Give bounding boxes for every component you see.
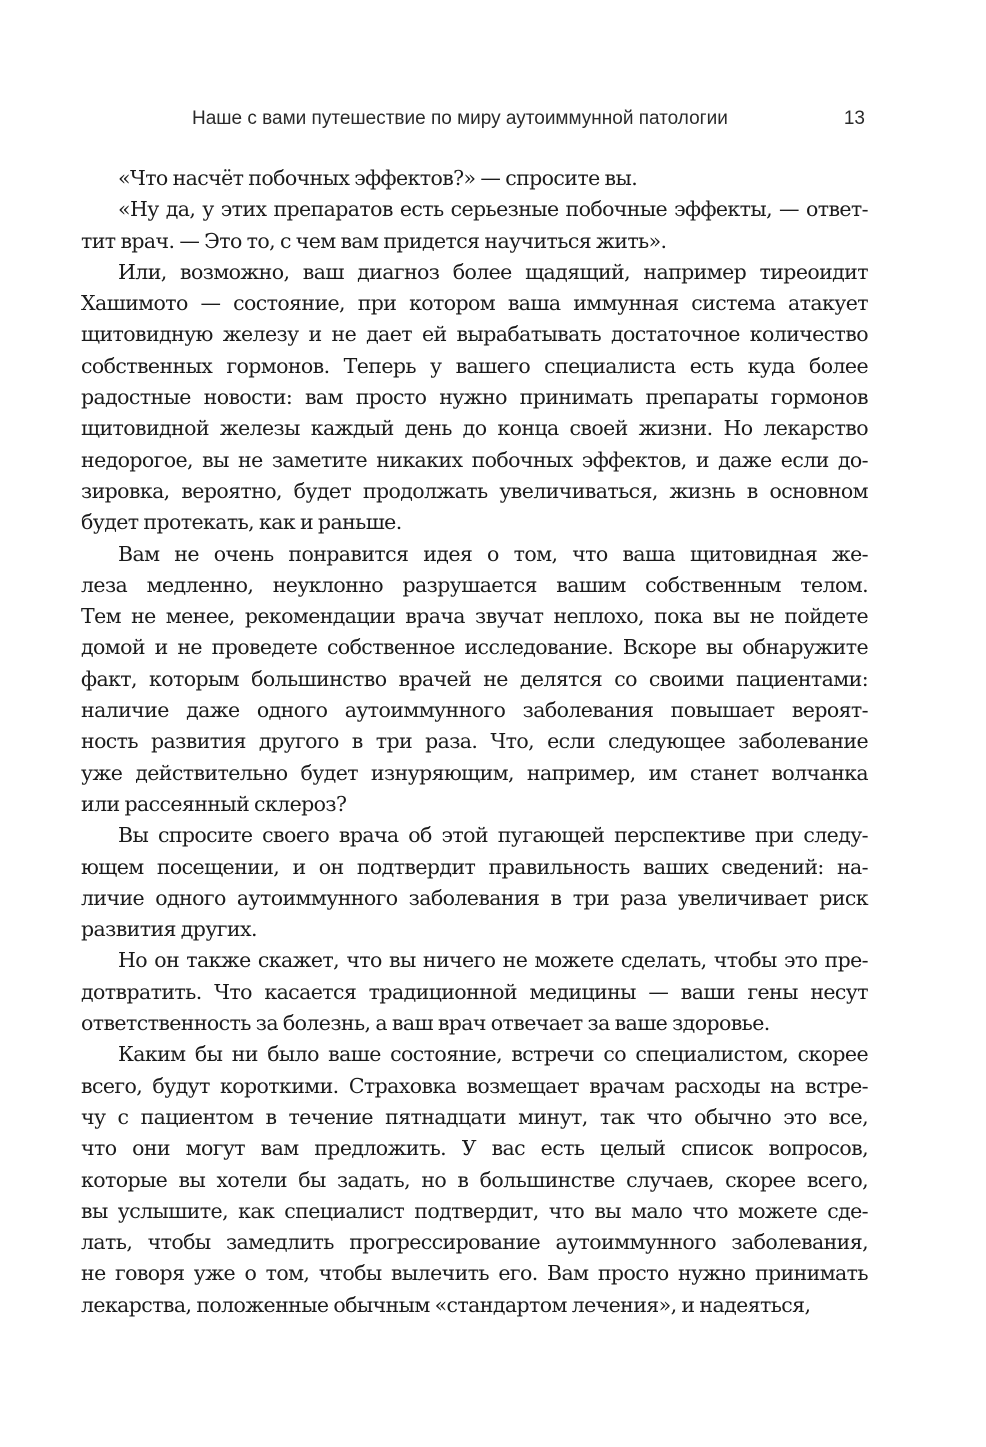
text-line: вы услышите, как специалист подтвердит, что вы мало что можете сде-: [81, 1198, 868, 1223]
running-title: Наше с вами путешествие по миру аутоиммунной патологии: [192, 108, 728, 129]
paragraph: [81, 1039, 868, 1321]
paragraph: [81, 257, 868, 539]
paragraph: [81, 194, 868, 257]
text-line: Вы спросите своего врача об этой пугающей перспективе при следу-: [118, 823, 868, 848]
text-line: леза медленно, неуклонно разрушается вашим собственным телом.: [81, 572, 868, 597]
text-line: всего, будут короткими. Страховка возмещает врачам расходы на встре-: [81, 1073, 868, 1098]
text-line: собственных гормонов. Теперь у вашего специалиста есть куда более: [81, 353, 868, 378]
text-line: зировка, вероятно, будет продолжать увеличиваться, жизнь в основном: [81, 478, 868, 503]
paragraph: [81, 820, 868, 945]
text-line: недорогое, вы не заметите никаких побочных эффектов, и даже если до-: [81, 447, 868, 472]
text-line: тит врач. — Это то, с чем вам придется научиться жить».: [81, 228, 667, 253]
text-line: Каким бы ни было ваше состояние, встречи со специалистом, скорее: [118, 1042, 868, 1067]
text-line: уже действительно будет изнуряющим, например, им станет волчанка: [81, 760, 868, 785]
text-line: наличие даже одного аутоиммунного заболевания повышает вероят-: [81, 698, 868, 723]
text-line: лекарства, положенные обычным «стандартом лечения», и надеяться,: [81, 1292, 811, 1317]
text-line: чу с пациентом в течение пятнадцати минут, так что обычно это все,: [81, 1104, 868, 1129]
text-line: домой и не проведете собственное исследование. Вскоре вы обнаружите: [81, 635, 868, 660]
text-line: Но он также скажет, что вы ничего не можете сделать, чтобы это пре-: [118, 948, 868, 973]
text-line: будет протекать, как и раньше.: [81, 510, 402, 535]
running-head: [192, 108, 865, 138]
paragraph: [81, 945, 868, 1039]
text-line: лать, чтобы замедлить прогрессирование аутоиммунного заболевания,: [81, 1230, 868, 1255]
paragraph: [118, 163, 868, 194]
text-line: Или, возможно, ваш диагноз более щадящий, например тиреоидит: [118, 259, 868, 284]
text-line: что они могут вам предложить. У вас есть целый список вопросов,: [81, 1136, 868, 1161]
text-line: радостные новости: вам просто нужно принимать препараты гормонов: [81, 385, 868, 410]
text-line: Вам не очень понравится идея о том, что ваша щитовидная же-: [118, 541, 868, 566]
body-text: [81, 163, 868, 1321]
paragraph: [81, 539, 868, 821]
text-line: которые вы хотели бы задать, но в большинстве случаев, скорее всего,: [81, 1167, 868, 1192]
text-line: ющем посещении, и он подтвердит правильность ваших сведений: на-: [81, 854, 868, 879]
text-line: или рассеянный склероз?: [81, 791, 347, 816]
text-line: дотвратить. Что касается традиционной медицины — ваши гены несут: [81, 979, 868, 1004]
text-line: щитовидной железы каждый день до конца своей жизни. Но лекарство: [81, 416, 868, 441]
text-line: «Что насчёт побочных эффектов?» — спросите вы.: [118, 166, 638, 190]
page-number: 13: [843, 108, 865, 129]
text-line: щитовидную железу и не дает ей вырабатывать достаточное количество: [81, 322, 868, 347]
text-line: факт, которым большинство врачей не делятся со своими пациентами:: [81, 666, 868, 691]
text-line: ответственность за болезнь, а ваш врач отвечает за ваше здоровье.: [81, 1011, 770, 1036]
text-line: Тем не менее, рекомендации врача звучат неплохо, пока вы не пойдете: [81, 604, 868, 629]
text-line: личие одного аутоиммунного заболевания в три раза увеличивает риск: [81, 885, 868, 910]
text-line: «Ну да, у этих препаратов есть серьезные побочные эффекты, — ответ-: [118, 197, 868, 222]
text-line: не говоря уже о том, чтобы вылечить его. Вам просто нужно принимать: [81, 1261, 868, 1286]
text-line: развития других.: [81, 917, 257, 942]
text-line: ность развития другого в три раза. Что, если следующее заболевание: [81, 729, 868, 754]
text-line: Хашимото — состояние, при котором ваша иммунная система атакует: [81, 291, 868, 316]
